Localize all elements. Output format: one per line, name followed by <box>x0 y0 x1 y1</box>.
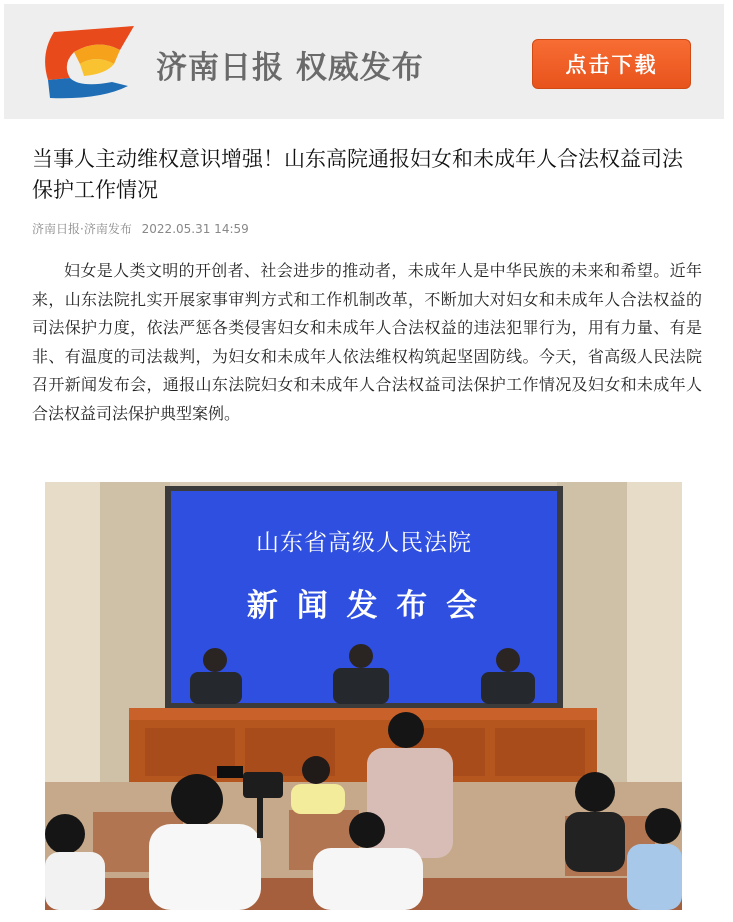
press-conference-photo <box>45 482 682 910</box>
article-meta <box>32 220 255 237</box>
jinan-daily-logo-icon <box>40 24 138 102</box>
screen-title-line2: 新 闻 发 布 会 <box>246 588 482 624</box>
download-app-button[interactable]: 点击下载 <box>532 39 691 89</box>
article-source: 济南日报·济南发布 <box>32 222 132 236</box>
article-title: 当事人主动维权意识增强！山东高院通报妇女和未成年人合法权益司法保护工作情况 <box>32 147 683 202</box>
app-download-banner[interactable] <box>4 4 724 119</box>
screen-title-line1: 山东省高级人民法院 <box>256 530 472 556</box>
brand-slogan: 济南日报 权威发布 <box>156 50 424 86</box>
article-paragraph: 妇女是人类文明的开创者、社会进步的推动者，未成年人是中华民族的未来和希望。近年来，山东法院扎实开展家事审判方式和工作机制改革，不断加大对妇女和未成年人合法权益的司法保护力度，依法严惩各类侵害妇女和未成年人合法权益的违法犯罪行为，用有力量、有是非、有温度的司法裁判，为妇女和未成年人依法维权构筑起坚固防线。今天，省高级人民法院召开新闻发布会，通报山东法院妇女和未成年人合法权益司法保护工作情况及妇女和未成年人合法权益司法保护典型案例。 <box>32 261 702 423</box>
article-timestamp: 2022.05.31 14:59 <box>141 222 249 236</box>
